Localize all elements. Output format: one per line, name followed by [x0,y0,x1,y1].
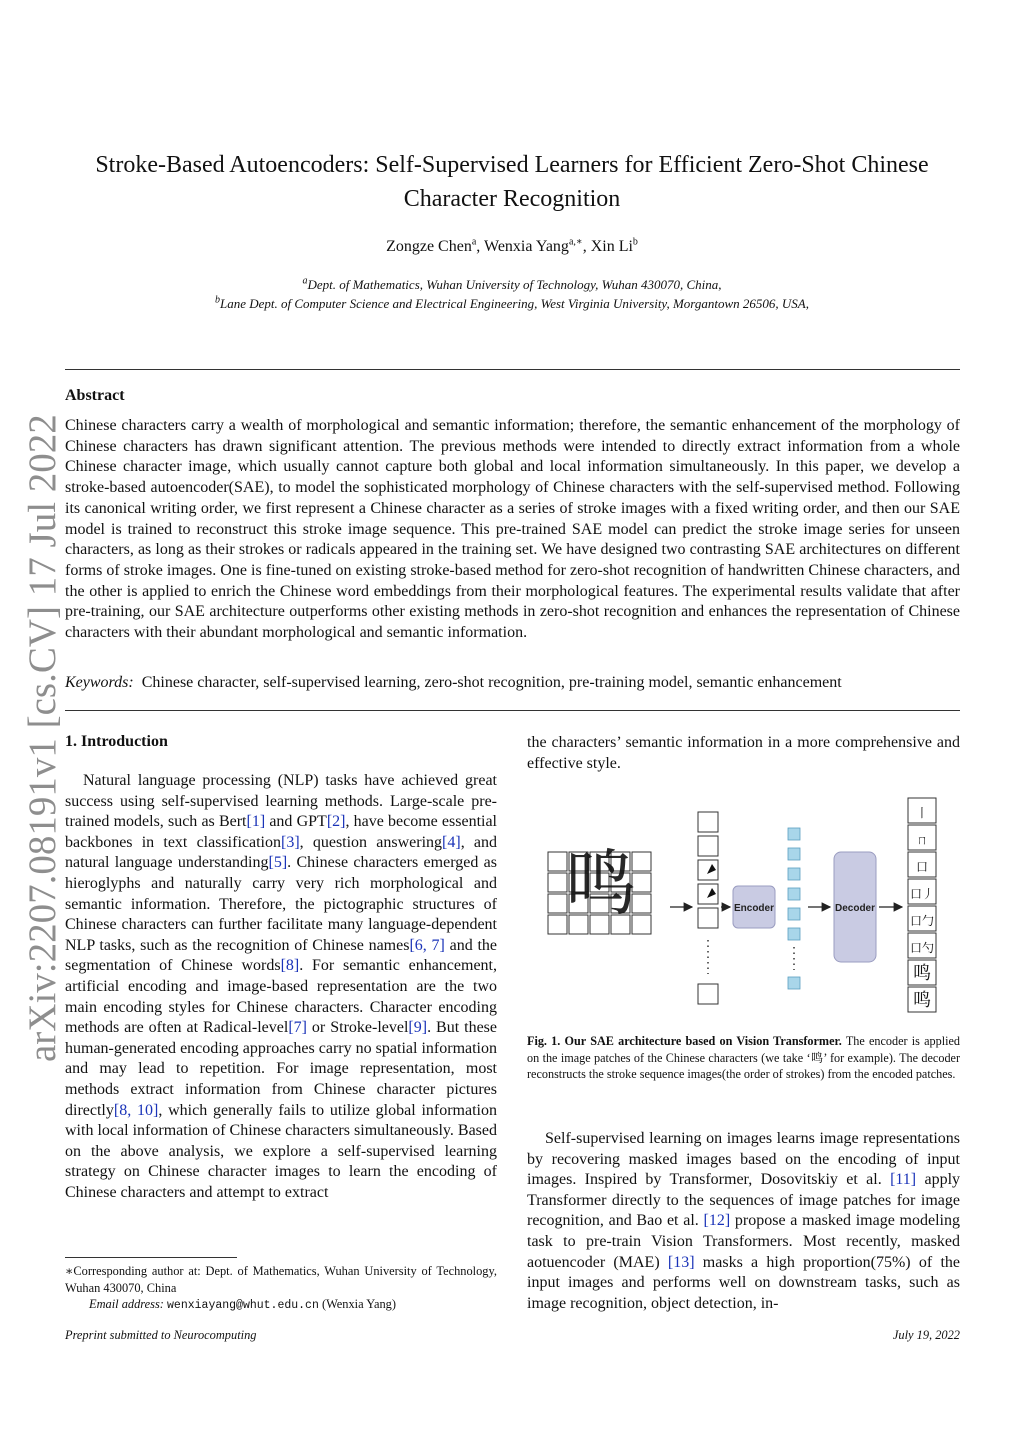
paragraph-text: . But these human-generated encoding approaches carry no spatial information and may lead to repetition. For image representation, most methods extract information from Chinese character pictures directly [65,1019,497,1119]
paragraph-text: and GPT [265,813,327,831]
affiliation-line [60,294,964,313]
input-character: 鸣 [564,841,637,926]
citation-link[interactable]: [6, 7] [409,936,445,954]
figure-caption-text: The encoder is applied on the image patches of the Chinese characters (we take ‘鸣’ for example). The decoder reconstructs the stroke sequence images(the order of strokes) from the encoded patches. [527,1034,960,1081]
encoded-token [788,848,800,860]
keywords-label: Keywords: [65,674,134,691]
output-stroke-glyph: 丨 [915,806,929,820]
citation-link[interactable]: [8] [280,957,300,975]
figure-caption-label: Fig. 1. Our SAE architecture based on Vision Transformer. [527,1034,842,1048]
paragraph-text: , have become essential backbones in text classification [65,813,498,851]
email-name: (Wenxia Yang) [321,1297,396,1311]
paragraph-text: , which generally fails to utilize global information with local information of Chinese characters simultaneously. Based on the above analysis, we explore a self-supervised learning strategy on Chinese character images to learn the encoding of Chinese characters and attempt to extract [65,1101,497,1201]
arxiv-stamp: arXiv:2207.08191v1 [cs.CV] 17 Jul 2022 [21,414,64,1062]
encoded-token [788,888,800,900]
citation-link[interactable]: [1] [246,813,266,831]
email-address[interactable]: wenxiayang@whut.edu.cn [167,1299,319,1312]
patch-token [698,836,718,856]
paragraph-text: and the segmentation of Chinese words [65,936,498,975]
abstract-text: Chinese characters carry a wealth of morphological and semantic information; therefore, the semantic enhancement of the morphology of Chinese characters has drawn significant attention. The previous methods were intended to directly extract information from a whole Chinese character image, which usually cannot capture both global and local information simultaneously. In this paper, we develop a stroke-based autoencoder(SAE), to model the sophisticated morphology of Chinese characters with the self-supervised method. Following its canonical writing order, we first represent a Chinese character as a series of stroke images with a fixed writing order, and then our SAE model is trained to reconstruct this stroke image sequence. This pre-trained SAE model can predict the stroke image series for unseen characters, as long as their strokes or radicals appeared in the training set. We have designed two contrasting SAE architectures on different forms of stroke images. One is fine-tuned on existing stroke-based method for zero-shot recognition of handwritten Chinese characters, and the other is applied to enrich the Chinese word embeddings from their morphological features. The experimental results validate that after pre-training, our SAE architecture outperforms other existing methods in zero-shot recognition and enhances the representation of Chinese characters with their abundant morphological and semantic information. [65,417,960,642]
author-name: Wenxia Yang [484,238,569,255]
affiliation-line [60,275,964,294]
affiliations [60,275,964,313]
patch-token [698,984,718,1004]
citation-link[interactable]: [2] [326,813,346,831]
encoded-token [788,868,800,880]
top-rule [65,369,960,370]
paragraph-text: . Chinese characters emerged as hieroglyphs and naturally carry very rich morphological and semantic information. Therefore, the pictographic structures of Chinese characters can further facilitate many language-dependent NLP tasks, such as the recognition of Chinese names [65,854,497,954]
citation-link[interactable]: [13] [667,1253,695,1271]
citation-link[interactable]: [7] [288,1019,307,1037]
output-stroke-glyph: 鸣 [913,990,931,1011]
author-affiliation-mark: b [632,236,638,248]
footnote-email [65,1297,497,1312]
paragraph-text: Natural language processing (NLP) tasks have achieved great success using self-supervised learning methods. Large-scale pre-trained models, such as Bert [65,772,497,831]
patch-token [698,812,718,832]
paragraph-text: propose a masked image modeling task to pre-train Vision Transformers. Most recently, masked aotuencoder (MAE) [527,1212,960,1271]
encoded-token [788,908,800,920]
encoded-token [788,928,800,940]
author-affiliation-mark: a [471,236,477,248]
figure-sae-architecture [540,792,950,1024]
footnote-rule [65,1257,237,1258]
author-affiliation-mark: a,∗ [568,236,583,248]
encoded-token [788,977,800,989]
email-label: Email address: [89,1297,164,1311]
affiliation-mark: b [214,294,220,306]
paragraph-text: or Stroke-level [306,1019,409,1037]
paragraph-text: apply Transformer directly to the sequences of image patches for image recognition, and Bao et al. [527,1171,961,1230]
output-stroke-glyph: 口丿 [909,887,935,901]
output-stroke-glyph: 口勺 [909,941,935,955]
output-stroke-glyph: 口勹 [909,914,935,928]
paragraph-text: . For semantic enhancement, artificial encoding and image-based representation are the two main encoding styles for Chinese characters. Character encoding methods are often at Radical-level [65,957,497,1037]
section-heading-introduction: 1. Introduction [65,733,168,750]
author-name: Zongze Chen [386,238,472,255]
footer-date: July 19, 2022 [892,1328,960,1342]
paper-title: Stroke-Based Autoencoders: Self-Supervised Learners for Efficient Zero-Shot Chinese Character Recognition [95,152,929,212]
encoded-token [788,828,800,840]
output-stroke-glyph: ㄇ [915,833,929,847]
patch-token [698,908,718,928]
encoder-label: Encoder [733,903,775,914]
affiliation-text: Lane Dept. of Computer Science and Electrical Engineering, West Virginia University, Morgantown 26506, USA, [219,296,809,311]
author-name: Xin Li [590,238,633,255]
keywords-text: Chinese character, self-supervised learning, zero-shot recognition, pre-training model, semantic enhancement [141,674,842,691]
abstract-bottom-rule [65,710,960,711]
affiliation-text: Dept. of Mathematics, Wuhan University of Technology, Wuhan 430070, China, [307,277,722,292]
paragraph-text: , question answering [299,833,443,851]
citation-link[interactable]: [11] [890,1171,917,1189]
decoder-label: Decoder [834,903,876,914]
author-list: Zongze Chen$^a$, Wenxia Yang$^{a,∗}$, Xin Li$^b$ [386,236,638,255]
citation-link[interactable]: [12] [703,1212,731,1230]
intro-paragraph [65,771,497,1203]
citation-link[interactable]: [4] [442,833,461,851]
output-stroke-glyph: 口 [915,860,929,874]
paragraph-text: , and natural language understanding [65,833,497,872]
keywords [65,674,960,692]
citation-link[interactable]: [8, 10] [113,1101,159,1119]
citation-link[interactable]: [5] [268,854,288,872]
footer-preprint: Preprint submitted to Neurocomputing [65,1328,257,1342]
citation-link[interactable]: [9] [408,1019,428,1037]
output-stroke-glyph: 鸣 [913,963,931,984]
paragraph-text: Self-supervised learning on images learns image representations by recovering masked images based on the encoding of input images. Inspired by Transformer, Dosovitskiy et al. [527,1130,960,1189]
citation-link[interactable]: [3] [280,833,300,851]
footnote-corresponding-author: ∗Corresponding author at: Dept. of Mathematics, Wuhan University of Technology, Wuhan 430070, China [65,1264,497,1295]
affiliation-mark: a [302,275,308,287]
figure-caption [527,1033,960,1083]
intro-continuation: the characters’ semantic information in a more comprehensive and effective style. [527,734,960,772]
ssl-paragraph [527,1129,960,1314]
abstract-heading: Abstract [65,387,125,404]
paragraph-text: masks a high proportion(75%) of the input images and performs well on downstream tasks, such as image recognition, object detection, in- [527,1253,960,1312]
